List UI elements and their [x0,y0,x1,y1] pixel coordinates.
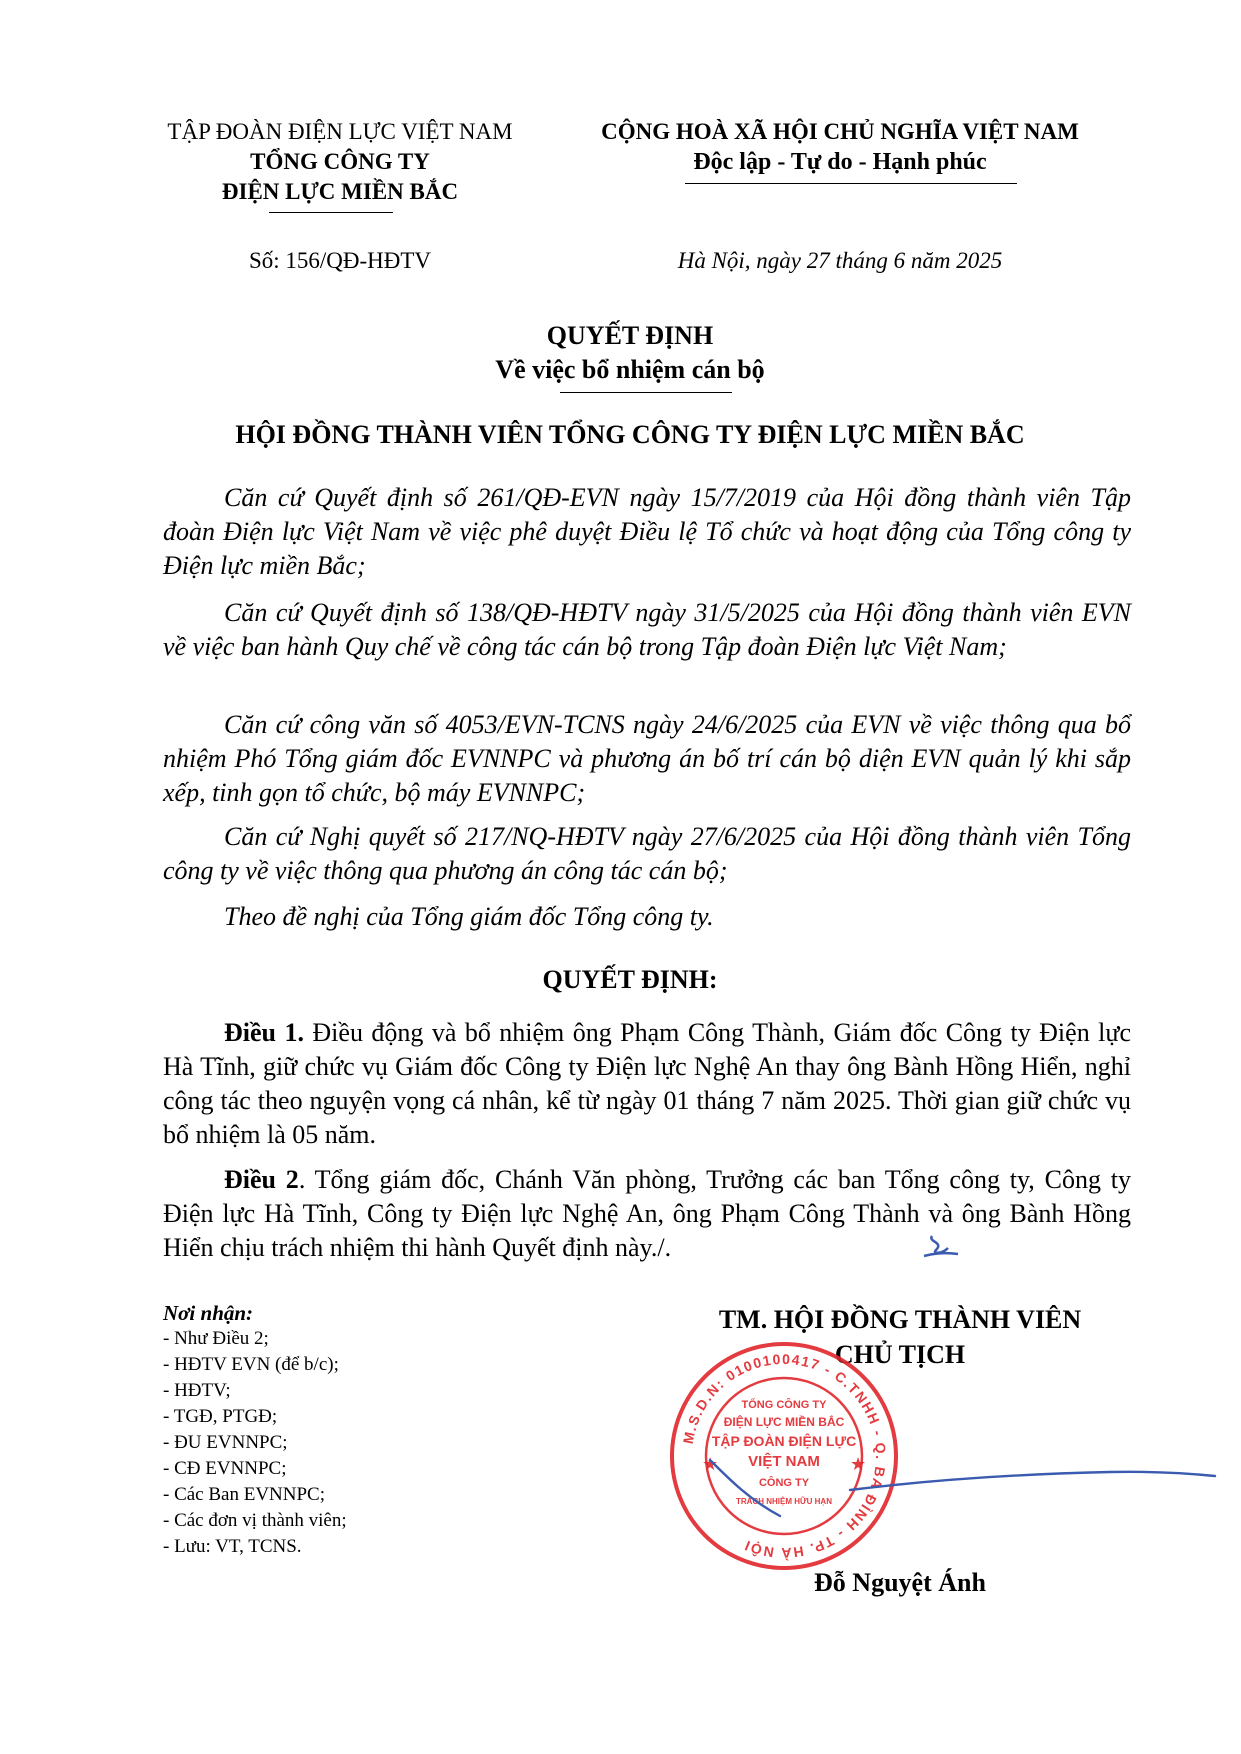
seal-line: VIỆT NAM [748,1453,820,1470]
motto: Độc lập - Tự do - Hạnh phúc [693,149,987,175]
recipient-item: - ĐU EVNNPC; [163,1432,288,1453]
article-1-label: Điều 1. [224,1018,304,1047]
article-2-text: . Tổng giám đốc, Chánh Văn phòng, Trưởng các ban Tổng công ty, Công ty Điện lực Hà Tĩnh, Công ty Điện lực Nghệ An, ông Phạm Công Thành và ông Bành Hồng Hiển chịu trách nhiệm thi hành Quyết định này./. [163,1165,1131,1262]
recipients-title: Nơi nhận: [163,1301,254,1325]
seal-line: TỔNG CÔNG TY [741,1399,827,1411]
recipient-item: - Các Ban EVNNPC; [163,1484,326,1505]
subject-rule [560,392,732,393]
document-number: Số: 156/QĐ-HĐTV [248,248,432,273]
seal-line: CÔNG TY [758,1477,810,1489]
org-name-line2: ĐIỆN LỰC MIỀN BẮC [221,179,459,204]
org-name-line1: TỔNG CÔNG TY [250,149,430,174]
seal-line: ĐIỆN LỰC MIỀN BẮC [723,1415,845,1429]
seal-line: TRÁCH NHIỆM HỮU HẠN [736,1497,832,1506]
decision-heading: QUYẾT ĐỊNH: [542,965,718,994]
signature-title: TM. HỘI ĐỒNG THÀNH VIÊN [718,1305,1082,1334]
recipient-item: - HĐTV; [163,1380,231,1401]
article-2 [163,1163,1131,1265]
issue-date: Hà Nội, ngày 27 tháng 6 năm 2025 [677,248,1003,273]
basis-paragraph: Căn cứ Quyết định số 261/QĐ-EVN ngày 15/7/2019 của Hội đồng thành viên Tập đoàn Điện lực Việt Nam về việc phê duyệt Điều lệ Tổ chức và hoạt động của Tổng công ty Điện lực miền Bắc; [163,483,1131,580]
initial-mark [918,1228,964,1262]
recipients-list [163,1300,347,1560]
basis-paragraph: Căn cứ Quyết định số 138/QĐ-HĐTV ngày 31/5/2025 của Hội đồng thành viên EVN về việc ban hành Quy chế về công tác cán bộ trong Tập đoàn Điện lực Việt Nam; [163,598,1131,661]
org-header [140,117,540,207]
article-1 [163,1016,1131,1152]
seal-star-left: ★ [702,1454,719,1474]
org-header-rule [269,212,393,213]
article-1-text: Điều động và bổ nhiệm ông Phạm Công Thành, Giám đốc Công ty Điện lực Hà Tĩnh, giữ chức vụ Giám đốc Công ty Điện lực Nghệ An thay ông Bành Hồng Hiển, nghỉ công tác theo nguyện vọng cá nhân, kể từ ngày 01 tháng 7 năm 2025. Thời gian giữ chức vụ bổ nhiệm là 05 năm. [163,1018,1131,1149]
seal-ring-text: M.S.D.N: 0100100417 - C.TNHH - Q. BA ĐÌNH - TP. HÀ NỘI [679,1350,890,1562]
basis-paragraph: Theo đề nghị của Tổng giám đốc Tổng công ty. [224,902,714,931]
article-2-label: Điều 2 [224,1165,299,1194]
recipient-item: - TGĐ, PTGĐ; [163,1406,278,1427]
recipient-item: - Như Điều 2; [163,1328,269,1349]
document-title: QUYẾT ĐỊNH [546,321,714,350]
recipient-item: - Các đơn vị thành viên; [163,1510,347,1531]
seal-line: TẬP ĐOÀN ĐIỆN LỰC [711,1433,857,1449]
recipient-item: - HĐTV EVN (để b/c); [163,1354,339,1375]
motto-rule [685,183,1017,184]
signer-name: Đỗ Nguyệt Ánh [814,1568,986,1597]
national-header [560,117,1120,177]
recipient-item: - Lưu: VT, TCNS. [163,1536,302,1557]
org-parent: TẬP ĐOÀN ĐIỆN LỰC VIỆT NAM [167,119,513,144]
document-subject: Về việc bổ nhiệm cán bộ [495,355,765,384]
seal-star-right: ★ [850,1454,867,1474]
basis-paragraph: Căn cứ công văn số 4053/EVN-TCNS ngày 24/6/2025 của EVN về việc thông qua bổ nhiệm Phó Tổng giám đốc EVNNPC và phương án bố trí cán bộ diện EVN quản lý khi sắp xếp, tinh gọn tổ chức, bộ máy EVNNPC; [163,710,1131,807]
handwritten-signature [690,1420,1220,1540]
signature-position: CHỦ TỊCH [834,1340,966,1369]
basis-paragraph: Căn cứ Nghị quyết số 217/NQ-HĐTV ngày 27/6/2025 của Hội đồng thành viên Tổng công ty về việc thông qua phương án công tác cán bộ; [163,822,1131,885]
recipient-item: - CĐ EVNNPC; [163,1458,287,1479]
country-name: CỘNG HOÀ XÃ HỘI CHỦ NGHĨA VIỆT NAM [601,119,1079,144]
issuer-heading: HỘI ĐỒNG THÀNH VIÊN TỔNG CÔNG TY ĐIỆN LỰC MIỀN BẮC [235,420,1025,449]
